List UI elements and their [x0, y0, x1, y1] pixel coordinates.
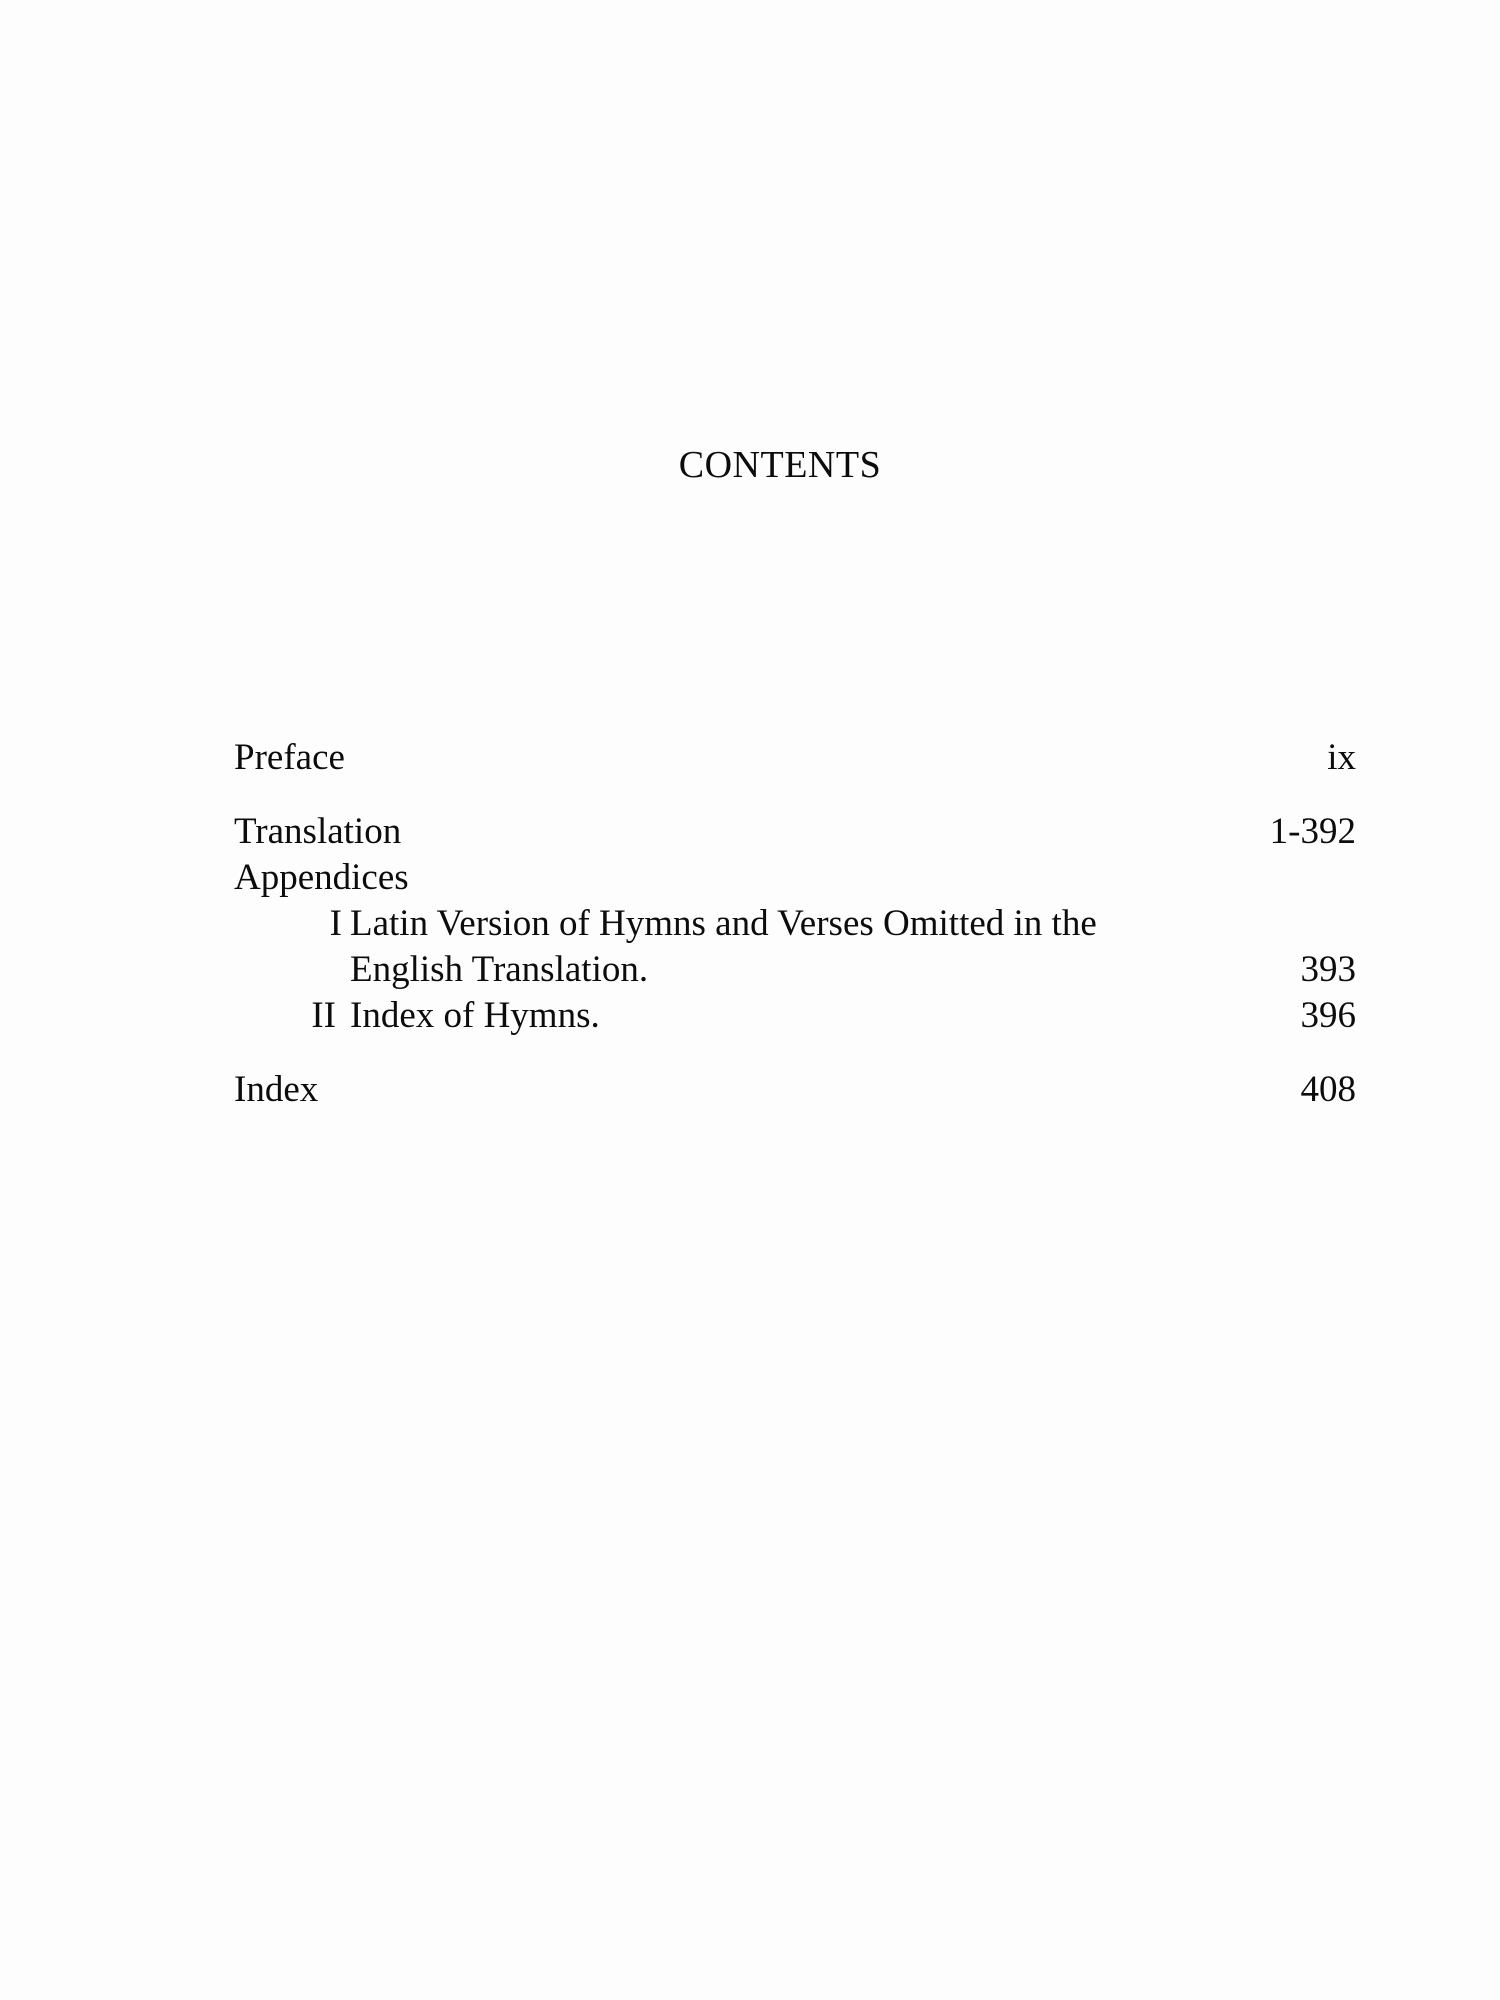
contents-heading: CONTENTS	[678, 444, 882, 486]
table-of-contents	[234, 735, 1356, 1113]
toc-entry-preface	[234, 735, 1356, 781]
toc-entry-title: Appendices	[234, 857, 409, 898]
toc-entry-page: ix	[1327, 737, 1356, 778]
toc-entry-title: Preface	[234, 737, 345, 778]
toc-entry-title: Translation	[234, 811, 402, 852]
appendix-title: Index of Hymns.	[350, 995, 600, 1036]
toc-subentry-appendix-1	[234, 901, 1356, 947]
toc-entry-page: 1-392	[1269, 811, 1356, 852]
toc-entry-title: Index	[234, 1069, 319, 1110]
toc-entry-appendices	[234, 855, 1356, 901]
appendix-numeral: II	[311, 995, 336, 1036]
toc-subentry-appendix-2	[234, 993, 1356, 1039]
toc-entry-page: 408	[1300, 1069, 1356, 1110]
toc-subentry-appendix-1-continued	[234, 947, 1356, 993]
toc-entry-index	[234, 1067, 1356, 1113]
appendix-title-line-2: English Translation.	[350, 949, 649, 990]
toc-entry-page: 393	[1300, 949, 1356, 990]
appendix-numeral: I	[329, 903, 342, 944]
toc-entry-page: 396	[1300, 995, 1356, 1036]
toc-entry-translation	[234, 809, 1356, 855]
appendix-title-line-1: Latin Version of Hymns and Verses Omitted in the	[350, 903, 1097, 944]
